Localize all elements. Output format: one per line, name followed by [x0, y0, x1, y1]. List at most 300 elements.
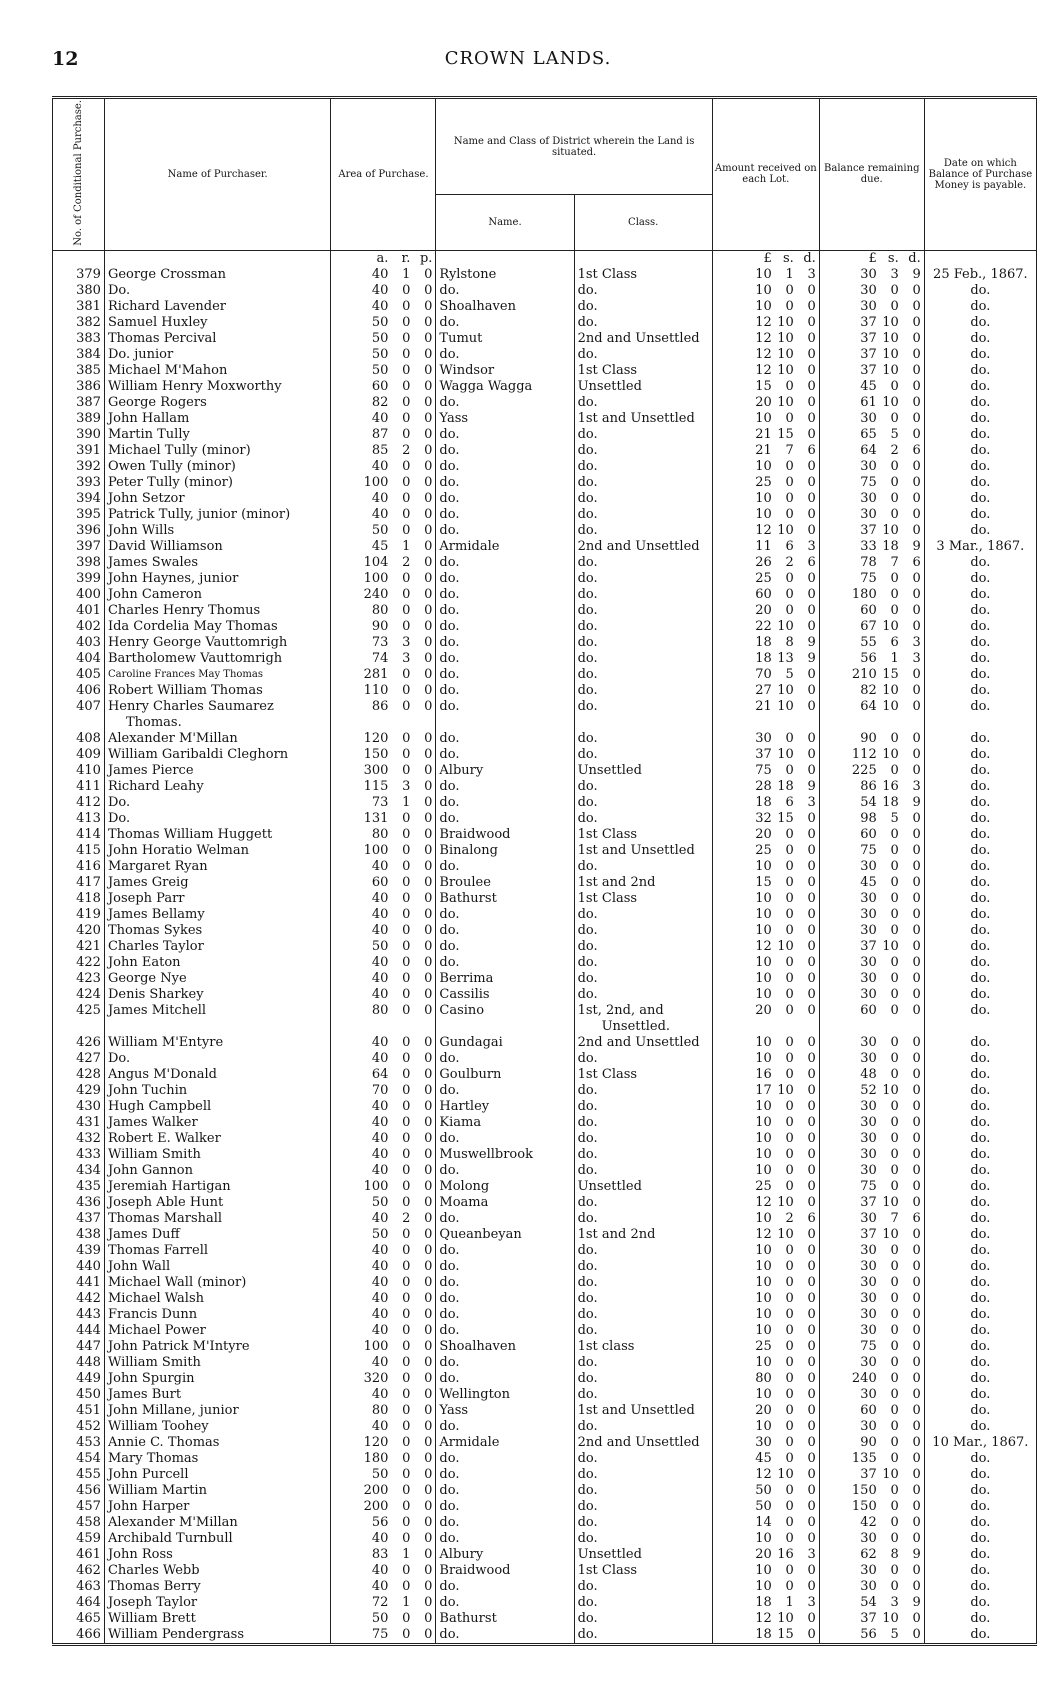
purchaser-name-cell [104, 907, 331, 923]
area-perches: 0 [424, 986, 433, 1002]
balance-cell [819, 619, 924, 635]
table-row [53, 1003, 1037, 1035]
district-class-text: do. [577, 1482, 598, 1498]
balance-cell [819, 1211, 924, 1227]
balance-pounds: 54 [860, 794, 877, 810]
amount-pence: 0 [807, 970, 816, 986]
purchaser-name: James Greig [107, 874, 189, 890]
amount-shillings: 0 [785, 1098, 794, 1114]
table-row [53, 1099, 1037, 1115]
amount-cell [712, 1067, 819, 1083]
table-row [53, 923, 1037, 939]
table-row [53, 1499, 1037, 1515]
purchase-number: 423 [53, 971, 105, 987]
amount-cell [712, 1627, 819, 1645]
balance-cell [819, 923, 924, 939]
area-cell [331, 1275, 436, 1291]
area-acres: 40 [371, 458, 389, 474]
area-cell [331, 1003, 436, 1035]
area-cell [331, 699, 436, 731]
amount-shillings: 18 [777, 778, 794, 794]
balance-cell [819, 1083, 924, 1099]
balance-pounds: 30 [860, 1290, 877, 1306]
amount-pence: 3 [807, 1546, 816, 1562]
amount-shillings: 0 [785, 474, 794, 490]
purchase-number: 396 [53, 523, 105, 539]
amount-shillings: 0 [785, 1050, 794, 1066]
balance-cell [819, 779, 924, 795]
amount-shillings: 0 [785, 1450, 794, 1466]
district-class-text: Unsettled [577, 762, 642, 778]
area-roods: 0 [402, 314, 411, 330]
balance-pence: 0 [912, 1466, 921, 1482]
purchaser-name-cell [104, 507, 331, 523]
amount-pence: 0 [807, 1226, 816, 1242]
purchaser-name-cell [104, 427, 331, 443]
amount-shillings: 0 [785, 1354, 794, 1370]
area-acres: 180 [363, 1450, 389, 1466]
purchase-number: 379 [53, 267, 105, 283]
balance-pounds: 30 [860, 1578, 877, 1594]
balance-shillings: 0 [890, 1370, 899, 1386]
payable-date: do. [924, 1595, 1036, 1611]
balance-pence: 0 [912, 1050, 921, 1066]
district-name: do. [436, 491, 574, 507]
balance-pounds: 75 [860, 1178, 877, 1194]
balance-cell [819, 1531, 924, 1547]
district-class-text: do. [577, 1450, 598, 1466]
balance-shillings: 0 [890, 1514, 899, 1530]
purchase-number: 429 [53, 1083, 105, 1099]
area-perches: 0 [424, 538, 433, 554]
district-class [574, 1179, 712, 1195]
district-class-text: 1st Class [577, 1066, 638, 1082]
amount-cell [712, 1403, 819, 1419]
amount-pounds: 10 [755, 266, 772, 282]
district-class [574, 1083, 712, 1099]
payable-date: do. [924, 1259, 1036, 1275]
balance-pounds: 75 [860, 1338, 877, 1354]
balance-pence: 0 [912, 1066, 921, 1082]
purchase-number: 440 [53, 1259, 105, 1275]
district-class-text: do. [577, 810, 598, 826]
amount-pounds: 10 [755, 1386, 772, 1402]
purchaser-name-cell [104, 1371, 331, 1387]
district-name: do. [436, 683, 574, 699]
district-class-text: do. [577, 1386, 598, 1402]
purchase-number: 397 [53, 539, 105, 555]
amount-shillings: 10 [777, 938, 794, 954]
area-acres: 83 [371, 1546, 389, 1562]
area-cell [331, 1259, 436, 1275]
amount-cell [712, 1035, 819, 1051]
amount-shillings: 10 [777, 394, 794, 410]
balance-cell [819, 555, 924, 571]
amount-pounds: 10 [755, 1146, 772, 1162]
area-perches: 0 [424, 778, 433, 794]
balance-cell [819, 1227, 924, 1243]
amount-shillings: 0 [785, 826, 794, 842]
district-class [574, 1483, 712, 1499]
balance-pence: 0 [912, 682, 921, 698]
area-acres: 40 [371, 1130, 389, 1146]
balance-pounds: 37 [860, 346, 877, 362]
balance-pence: 0 [912, 490, 921, 506]
area-cell [331, 379, 436, 395]
balance-pence: 3 [912, 650, 921, 666]
balance-cell [819, 283, 924, 299]
table-row [53, 1323, 1037, 1339]
amount-pence: 0 [807, 698, 816, 714]
district-name: do. [436, 651, 574, 667]
purchaser-name-cell [104, 699, 331, 731]
district-class-text: do. [577, 650, 598, 666]
balance-pounds: 37 [860, 362, 877, 378]
district-name: do. [436, 1163, 574, 1179]
balance-shillings: 0 [890, 1114, 899, 1130]
purchaser-name-cell [104, 443, 331, 459]
district-name: Albury [436, 1547, 574, 1563]
balance-pence: 0 [912, 1322, 921, 1338]
table-row [53, 1419, 1037, 1435]
amount-pounds: 10 [755, 1274, 772, 1290]
purchaser-name-cell [104, 1563, 331, 1579]
purchaser-name-cell [104, 1387, 331, 1403]
area-roods: 0 [402, 1498, 411, 1514]
area-roods: 1 [402, 794, 411, 810]
table-row [53, 971, 1037, 987]
purchase-number: 411 [53, 779, 105, 795]
balance-shillings: 7 [890, 1210, 899, 1226]
area-roods: 0 [402, 378, 411, 394]
payable-date: do. [924, 315, 1036, 331]
area-cell [331, 587, 436, 603]
purchaser-name: Thomas Percival [107, 330, 217, 346]
table-row [53, 987, 1037, 1003]
balance-pence: 0 [912, 1370, 921, 1386]
area-perches: 0 [424, 618, 433, 634]
balance-pence: 6 [912, 554, 921, 570]
amount-shillings: 10 [777, 346, 794, 362]
purchaser-name-cell [104, 667, 331, 683]
payable-date: do. [924, 1115, 1036, 1131]
unit-roods: r. [401, 250, 411, 266]
balance-shillings: 0 [890, 1402, 899, 1418]
purchaser-name-cell [104, 859, 331, 875]
area-acres: 50 [371, 330, 389, 346]
amount-shillings: 10 [777, 698, 794, 714]
area-cell [331, 555, 436, 571]
payable-date: do. [924, 827, 1036, 843]
balance-pence: 0 [912, 570, 921, 586]
district-name: Moama [436, 1195, 574, 1211]
district-name: Cassilis [436, 987, 574, 1003]
amount-pounds: 50 [755, 1498, 772, 1514]
area-perches: 0 [424, 1418, 433, 1434]
amount-pounds: 18 [755, 1626, 772, 1642]
area-cell [331, 651, 436, 667]
district-class [574, 1371, 712, 1387]
area-cell [331, 1627, 436, 1645]
district-name: do. [436, 507, 574, 523]
amount-cell [712, 459, 819, 475]
area-cell [331, 1067, 436, 1083]
balance-pounds: 210 [851, 666, 877, 682]
area-roods: 0 [402, 1034, 411, 1050]
area-perches: 0 [424, 1370, 433, 1386]
district-name: do. [436, 555, 574, 571]
purchaser-name: John Purcell [107, 1466, 189, 1482]
amount-shillings: 0 [785, 586, 794, 602]
amount-pounds: 45 [755, 1450, 772, 1466]
page-number: 12 [52, 48, 79, 70]
payable-date: do. [924, 491, 1036, 507]
table-row [53, 1371, 1037, 1387]
balance-shillings: 5 [890, 1626, 899, 1642]
balance-cell [819, 1611, 924, 1627]
table-row [53, 939, 1037, 955]
table-header [53, 98, 1037, 251]
amount-pence: 0 [807, 762, 816, 778]
area-roods: 0 [402, 458, 411, 474]
amount-pence: 0 [807, 522, 816, 538]
district-class-text: do. [577, 394, 598, 410]
amount-pounds: 75 [755, 762, 772, 778]
amount-shillings: 1 [785, 266, 794, 282]
area-perches: 0 [424, 266, 433, 282]
balance-pounds: 30 [860, 1562, 877, 1578]
purchaser-name: James Swales [107, 554, 199, 570]
area-cell [331, 299, 436, 315]
amount-shillings: 0 [785, 1306, 794, 1322]
table-row [53, 1531, 1037, 1547]
district-name: do. [436, 923, 574, 939]
table-row [53, 1451, 1037, 1467]
district-class-text: 1st and Unsettled [577, 1402, 695, 1418]
table-row [53, 507, 1037, 523]
balance-cell [819, 1099, 924, 1115]
area-acres: 100 [363, 474, 389, 490]
area-cell [331, 1419, 436, 1435]
balance-cell [819, 1291, 924, 1307]
amount-pence: 0 [807, 1402, 816, 1418]
district-name: do. [436, 1275, 574, 1291]
balance-pence: 0 [912, 1290, 921, 1306]
balance-cell [819, 683, 924, 699]
area-acres: 73 [371, 634, 389, 650]
balance-pence: 0 [912, 1146, 921, 1162]
purchaser-name: Samuel Huxley [107, 314, 208, 330]
balance-shillings: 0 [890, 1354, 899, 1370]
area-perches: 0 [424, 394, 433, 410]
district-name: do. [436, 1051, 574, 1067]
balance-shillings: 0 [890, 970, 899, 986]
balance-pounds: 30 [860, 1306, 877, 1322]
balance-shillings: 3 [890, 266, 899, 282]
table-row [53, 267, 1037, 283]
district-class-text: do. [577, 282, 598, 298]
area-perches: 0 [424, 794, 433, 810]
area-perches: 0 [424, 634, 433, 650]
area-perches: 0 [424, 1482, 433, 1498]
amount-cell [712, 379, 819, 395]
area-roods: 0 [402, 1354, 411, 1370]
amount-cell [712, 923, 819, 939]
balance-shillings: 0 [890, 570, 899, 586]
area-cell [331, 891, 436, 907]
balance-pence: 6 [912, 1210, 921, 1226]
balance-cell [819, 1275, 924, 1291]
amount-pence: 0 [807, 1466, 816, 1482]
district-class-text: do. [577, 1418, 598, 1434]
amount-cell [712, 1259, 819, 1275]
table-row [53, 763, 1037, 779]
amount-pence: 0 [807, 1530, 816, 1546]
area-roods: 2 [402, 442, 411, 458]
balance-pence: 0 [912, 1450, 921, 1466]
purchaser-name-cell [104, 315, 331, 331]
amount-shillings: 0 [785, 986, 794, 1002]
area-cell [331, 1355, 436, 1371]
district-name: do. [436, 1131, 574, 1147]
district-class-text: 2nd and Unsettled [577, 1434, 700, 1450]
area-acres: 40 [371, 1386, 389, 1402]
amount-pence: 0 [807, 618, 816, 634]
amount-pounds: 10 [755, 858, 772, 874]
district-class-text: do. [577, 458, 598, 474]
district-class-text: do. [577, 906, 598, 922]
balance-cell [819, 411, 924, 427]
amount-shillings: 0 [785, 490, 794, 506]
balance-pence: 6 [912, 442, 921, 458]
area-cell [331, 443, 436, 459]
purchaser-name: Michael Power [107, 1322, 206, 1338]
area-acres: 40 [371, 1258, 389, 1274]
area-acres: 40 [371, 858, 389, 874]
amount-cell [712, 1323, 819, 1339]
amount-pence: 0 [807, 346, 816, 362]
balance-shillings: 0 [890, 1578, 899, 1594]
purchaser-name-cell [104, 395, 331, 411]
area-perches: 0 [424, 1258, 433, 1274]
purchaser-name: William Smith [107, 1354, 201, 1370]
purchaser-name-cell [104, 571, 331, 587]
balance-shillings: 0 [890, 282, 899, 298]
purchaser-name-cell [104, 891, 331, 907]
balance-pence: 0 [912, 346, 921, 362]
area-roods: 0 [402, 1050, 411, 1066]
amount-shillings: 0 [785, 1258, 794, 1274]
district-class [574, 843, 712, 859]
balance-shillings: 10 [882, 330, 899, 346]
balance-shillings: 0 [890, 1482, 899, 1498]
area-cell [331, 987, 436, 1003]
district-class [574, 427, 712, 443]
area-perches: 0 [424, 1130, 433, 1146]
area-roods: 3 [402, 634, 411, 650]
purchaser-name-cell [104, 1179, 331, 1195]
district-class [574, 891, 712, 907]
district-class-text: do. [577, 1610, 598, 1626]
district-name: Shoalhaven [436, 299, 574, 315]
district-name: do. [436, 699, 574, 731]
district-class-text: 1st, 2nd, and [577, 1002, 664, 1018]
district-class [574, 731, 712, 747]
balance-shillings: 10 [882, 314, 899, 330]
purchase-number: 449 [53, 1371, 105, 1387]
area-acres: 73 [371, 794, 389, 810]
area-acres: 40 [371, 954, 389, 970]
purchaser-name-cell [104, 779, 331, 795]
payable-date: do. [924, 1227, 1036, 1243]
purchaser-name-cell [104, 635, 331, 651]
area-perches: 0 [424, 1450, 433, 1466]
area-perches: 0 [424, 1194, 433, 1210]
payable-date: do. [924, 859, 1036, 875]
purchaser-name: Martin Tully [107, 426, 190, 442]
amount-pence: 0 [807, 1050, 816, 1066]
amount-cell [712, 1579, 819, 1595]
amount-pence: 0 [807, 1610, 816, 1626]
purchaser-name-cell [104, 1067, 331, 1083]
balance-cell [819, 491, 924, 507]
amount-pence: 0 [807, 490, 816, 506]
balance-shillings: 0 [890, 1338, 899, 1354]
area-perches: 0 [424, 1594, 433, 1610]
amount-shillings: 0 [785, 906, 794, 922]
purchaser-name: Charles Webb [107, 1562, 200, 1578]
payable-date: do. [924, 507, 1036, 523]
area-cell [331, 1035, 436, 1051]
area-cell [331, 1451, 436, 1467]
amount-shillings: 0 [785, 842, 794, 858]
payable-date: do. [924, 1483, 1036, 1499]
purchase-number: 441 [53, 1275, 105, 1291]
amount-cell [712, 747, 819, 763]
district-class [574, 1579, 712, 1595]
district-class [574, 811, 712, 827]
amount-shillings: 0 [785, 410, 794, 426]
district-name: Armidale [436, 539, 574, 555]
amount-pence: 0 [807, 570, 816, 586]
payable-date: do. [924, 1531, 1036, 1547]
amount-pounds: 37 [755, 746, 772, 762]
district-name: do. [436, 1243, 574, 1259]
table-row [53, 779, 1037, 795]
area-roods: 0 [402, 570, 411, 586]
payable-date: do. [924, 619, 1036, 635]
area-roods: 0 [402, 1114, 411, 1130]
payable-date: do. [924, 779, 1036, 795]
area-perches: 0 [424, 602, 433, 618]
balance-shillings: 0 [890, 890, 899, 906]
area-perches: 0 [424, 1050, 433, 1066]
amount-pounds: 12 [755, 1466, 772, 1482]
purchaser-name-cell [104, 299, 331, 315]
balance-pence: 9 [912, 266, 921, 282]
balance-cell [819, 955, 924, 971]
balance-pounds: 37 [860, 1610, 877, 1626]
area-acres: 131 [363, 810, 389, 826]
purchase-number: 434 [53, 1163, 105, 1179]
balance-cell [819, 1595, 924, 1611]
purchaser-name: Bartholomew Vauttomrigh [107, 650, 283, 666]
purchase-number: 453 [53, 1435, 105, 1451]
area-roods: 0 [402, 1626, 411, 1642]
payable-date: do. [924, 955, 1036, 971]
balance-pence: 0 [912, 378, 921, 394]
district-class [574, 379, 712, 395]
